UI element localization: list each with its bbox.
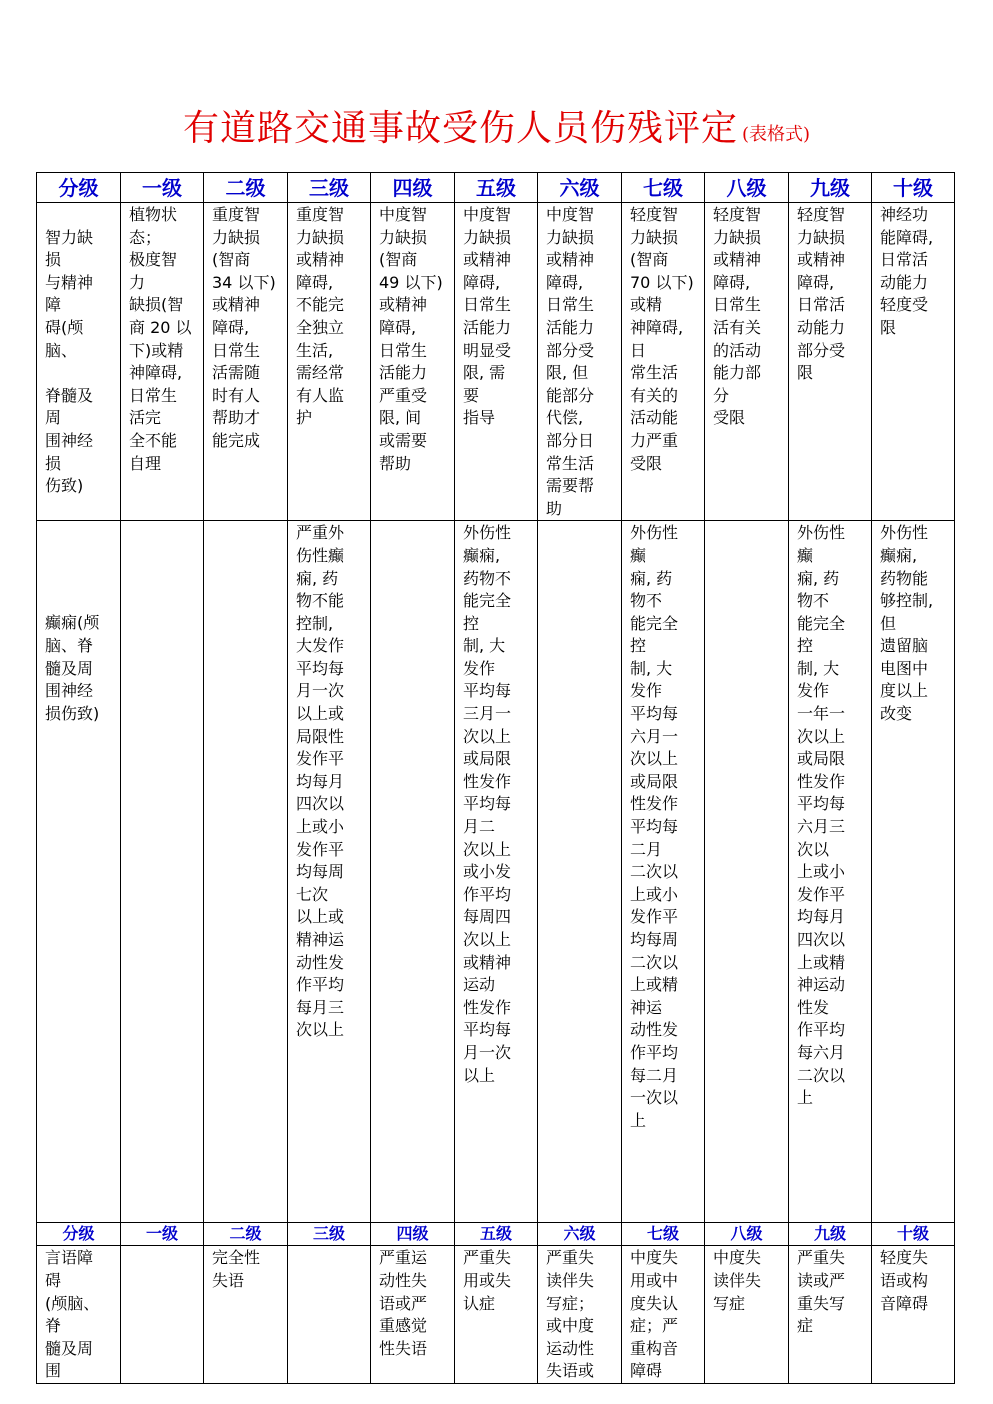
header-cell: 四级 [371, 173, 455, 203]
grade-cell: 完全性 失语 [204, 1246, 288, 1384]
header-cell: 四级 [371, 1223, 455, 1246]
header-cell: 六级 [538, 1223, 622, 1246]
grade-cell: 中度智 力缺损 或精神 障碍, 日常生 活能力 明显受 限, 需 要 指导 [455, 203, 538, 521]
grade-cell [371, 521, 455, 1223]
grade-cell: 神经功 能障碍, 日常活 动能力 轻度受 限 [872, 203, 955, 521]
header-cell: 七级 [622, 1223, 705, 1246]
grade-cell: 轻度智 力缺损 或精神 障碍, 日常活 动能力 部分受 限 [789, 203, 872, 521]
row-label: 言语障 碍 (颅脑、 脊 髓及周 围 [37, 1246, 121, 1384]
row-label: 智力缺 损 与精神 障 碍(颅脑、 脊髓及 周 围神经 损 伤致) [37, 203, 121, 521]
header-cell: 一级 [121, 173, 204, 203]
grade-cell: 轻度失 语或构 音障碍 [872, 1246, 955, 1384]
grade-cell: 外伤性 癫痫, 药物不 能完全 控 制, 大 发作 平均每 三月一 次以上 或局限 性发作 平均每 月二 次以上 或小发 作平均 每周四 次以上 或精神 运动 性发作 平均每 月一次 以上 [455, 521, 538, 1223]
grade-cell: 重度智 力缺损 或精神 障碍, 不能完 全独立 生活, 需经常 有人监 护 [288, 203, 371, 521]
header-cell: 三级 [288, 1223, 371, 1246]
grade-cell: 严重运 动性失 语或严 重感觉 性失语 [371, 1246, 455, 1384]
header-cell: 九级 [789, 1223, 872, 1246]
grade-cell: 轻度智 力缺损 或精神 障碍, 日常生 活有关 的活动 能力部 分 受限 [705, 203, 789, 521]
header-cell: 七级 [622, 173, 705, 203]
grade-cell: 中度智 力缺损 或精神 障碍, 日常生 活能力 部分受 限, 但 能部分 代偿, 部分日 常生活 需要帮 助 [538, 203, 622, 521]
title-main: 有道路交通事故受伤人员伤残评定 [182, 108, 738, 149]
header-cell: 六级 [538, 173, 622, 203]
header-cell: 十级 [872, 173, 955, 203]
grade-cell: 严重外 伤性癫 痫, 药 物不能 控制, 大发作 平均每 月一次 以上或 局限性 发作平 均每月 四次以 上或小 发作平 均每周 七次 以上或 精神运 动性发 作平均 每月三 次以上 [288, 521, 371, 1223]
grade-cell [705, 521, 789, 1223]
grade-cell: 严重失 读或严 重失写 症 [789, 1246, 872, 1384]
header-cell: 八级 [705, 1223, 789, 1246]
grade-cell: 外伤性 癫 痫, 药 物不 能完全 控 制, 大 发作 一年一 次以上 或局限 性发作 平均每 六月三 次以 上或小 发作平 均每月 四次以 上或精 神运动 性发 作平均 每六月 二次以 上 [789, 521, 872, 1223]
grade-cell: 中度智 力缺损 (智商 49 以下) 或精神 障碍, 日常生 活能力 严重受 限, 间 或需要 帮助 [371, 203, 455, 521]
table-row [37, 1246, 955, 1384]
grade-cell [204, 521, 288, 1223]
page-title [0, 100, 993, 151]
header-cell: 五级 [455, 1223, 538, 1246]
grade-cell: 中度失 读伴失 写症 [705, 1246, 789, 1384]
grade-cell: 严重失 读伴失 写症； 或中度 运动性 失语或 [538, 1246, 622, 1384]
disability-grade-table [36, 172, 955, 1384]
grade-cell: 中度失 用或中 度失认 症；严 重构音 障碍 [622, 1246, 705, 1384]
grade-cell: 外伤性 癫 痫, 药 物不 能完全 控 制, 大 发作 平均每 六月一 次以上 或局限 性发作 平均每 二月 二次以 上或小 发作平 均每周 二次以 上或精 神运 动性发 作平均 每二月 一次以 上 [622, 521, 705, 1223]
header-cell: 二级 [204, 1223, 288, 1246]
header-cell: 一级 [121, 1223, 204, 1246]
grade-cell: 严重失 用或失 认症 [455, 1246, 538, 1384]
grade-cell [121, 521, 204, 1223]
header-cell: 八级 [705, 173, 789, 203]
header-cell: 三级 [288, 173, 371, 203]
header-cell: 五级 [455, 173, 538, 203]
grade-cell [121, 1246, 204, 1384]
header-cell: 九级 [789, 173, 872, 203]
grade-cell [288, 1246, 371, 1384]
title-sub: (表格式) [741, 124, 811, 145]
header-cell: 分级 [37, 1223, 121, 1246]
grade-cell: 重度智 力缺损 (智商 34 以下) 或精神 障碍, 日常生 活需随 时有人 帮助才 能完成 [204, 203, 288, 521]
header-cell: 十级 [872, 1223, 955, 1246]
header-cell: 二级 [204, 173, 288, 203]
header-cell: 分级 [37, 173, 121, 203]
grade-cell: 外伤性 癫痫, 药物能 够控制, 但 遗留脑 电图中 度以上 改变 [872, 521, 955, 1223]
header-row [37, 173, 955, 203]
header-row-repeat [37, 1223, 955, 1246]
row-label: 癫痫(颅 脑、脊 髓及周 围神经 损伤致) [37, 521, 121, 1223]
grade-cell: 轻度智 力缺损 (智商 70 以下) 或精 神障碍, 日 常生活 有关的 活动能 力严重 受限 [622, 203, 705, 521]
grade-cell: 植物状 态； 极度智 力 缺损(智 商 20 以 下)或精 神障碍, 日常生 活完 全不能 自理 [121, 203, 204, 521]
table-row [37, 521, 955, 1223]
table-row [37, 203, 955, 521]
grade-cell [538, 521, 622, 1223]
